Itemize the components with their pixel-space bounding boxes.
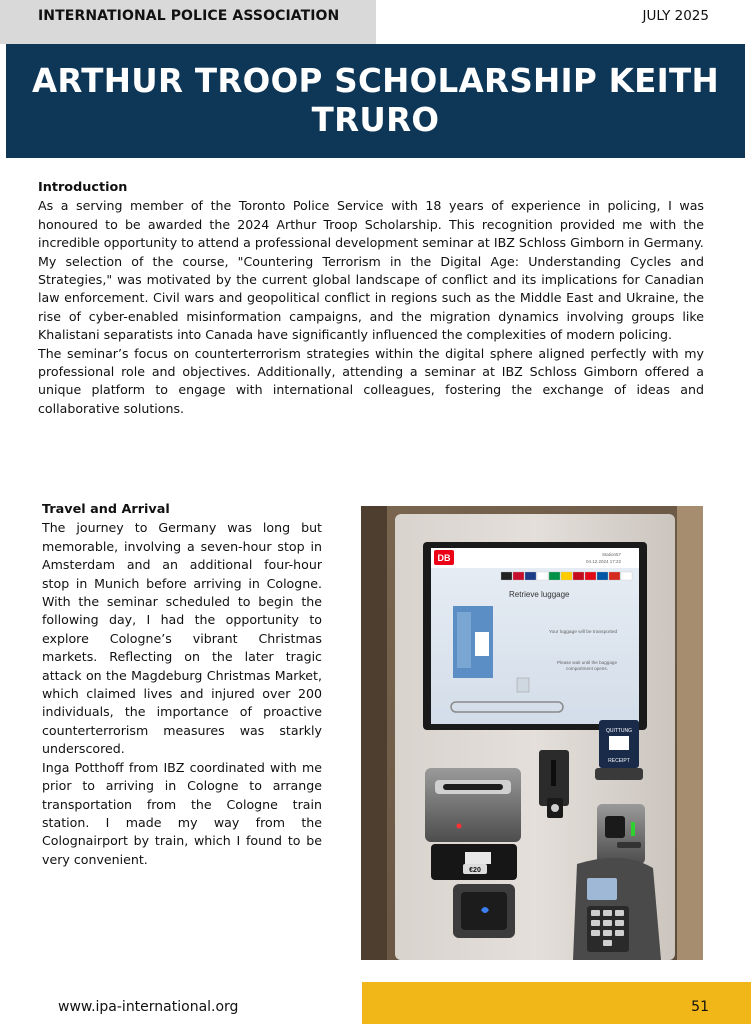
pin-pad-display [587,878,617,900]
language-flag-icon [561,572,572,580]
travel-paragraph: The journey to Germany was long but memorable, involving a seven-hour stop in Amsterdam and an additional four-hour stop in Munich before arriving in Cologne. With the seminar scheduled to begin the following day, I had the opportunity to explore Cologne’s vibrant Christmas markets. Reflecting on the later tragic attack on the Magdeburg Christmas Market, which claimed lives and injured over 200 individuals, the importance of proactive counterterrorism measures was starkly underscored. [42,520,322,757]
title-banner [6,44,745,158]
language-flag-icon [573,572,584,580]
introduction-heading: Introduction [38,180,128,195]
svg-text:04.12.2024 17:22: 04.12.2024 17:22 [585,559,621,564]
language-flags [501,572,632,580]
kiosk-illustration [361,506,703,960]
language-flag-icon [609,572,620,580]
svg-text:Please wait until the baggage: Please wait until the baggage [556,660,618,665]
language-flag-icon [549,572,560,580]
svg-text:Station57: Station57 [601,552,621,557]
banknote-slot [425,768,521,842]
intro-paragraph: As a serving member of the Toronto Police Service with 18 years of experience in policing, I was honoured to be awarded the 2024 Arthur Troop Scholarship. This recognition provided me with the incredible opportunity to attend a professional development seminar at IBZ Schloss Gimborn in Germany. [38,198,704,251]
intro-paragraph: My selection of the course, "Countering Terrorism in the Digital Age: Understanding Cycles and Strategies," was motivated by the current global landscape of conflict and its implications for Canadian law enforcement. Civil wars and geopolitical conflict in regions such as the Middle East and Ukraine, the rise of cyber-enabled misinformation campaigns, and the migration dynamics involving groups like Khalistani separatists into Canada have significantly influenced the complexities of modern policing. [38,253,704,343]
svg-text:€20: €20 [469,867,481,874]
organization-name: INTERNATIONAL POLICE ASSOCIATION [38,8,340,24]
intro-paragraph: The seminar’s focus on counterterrorism strategies within the digital sphere aligned perfectly with my professional role and objectives. Additionally, attending a seminar at IBZ Schloss Gimborn offered a unique platform to engage with international colleagues, fostering the exchange of ideas and collaborative solutions. [38,345,704,416]
svg-text:QUITTUNG: QUITTUNG [605,728,633,734]
travel-paragraph: Inga Potthoff from IBZ coordinated with me prior to arriving in Cologne to arrange transportation from the Cologne train station. I made my way from the Colognairport by train, which I found to be very convenient. [42,759,322,867]
language-flag-icon [501,572,512,580]
svg-text:compartment opens.: compartment opens. [566,666,608,671]
svg-text:Your luggage will be transport: Your luggage will be transported [548,630,618,635]
page-number: 51 [691,999,709,1015]
info-icon [551,804,559,812]
screen-title: Retrieve luggage [509,590,570,599]
language-flag-icon [513,572,524,580]
website-link[interactable]: www.ipa-international.org [58,999,239,1015]
svg-text:DB: DB [437,553,451,563]
led-icon [457,824,462,829]
issue-date: JULY 2025 [642,8,709,24]
article-title: ARTHUR TROOP SCHOLARSHIP KEITH TRURO [31,62,720,139]
language-flag-icon [585,572,596,580]
language-flag-icon [621,572,632,580]
luggage-kiosk-photo [361,506,703,960]
travel-section [42,501,322,869]
travel-heading: Travel and Arrival [42,502,170,517]
svg-text:RECEIPT: RECEIPT [608,758,630,764]
language-flag-icon [597,572,608,580]
language-flag-icon [537,572,548,580]
language-flag-icon [525,572,536,580]
receipt-slot [595,768,643,780]
introduction-section [38,179,704,418]
